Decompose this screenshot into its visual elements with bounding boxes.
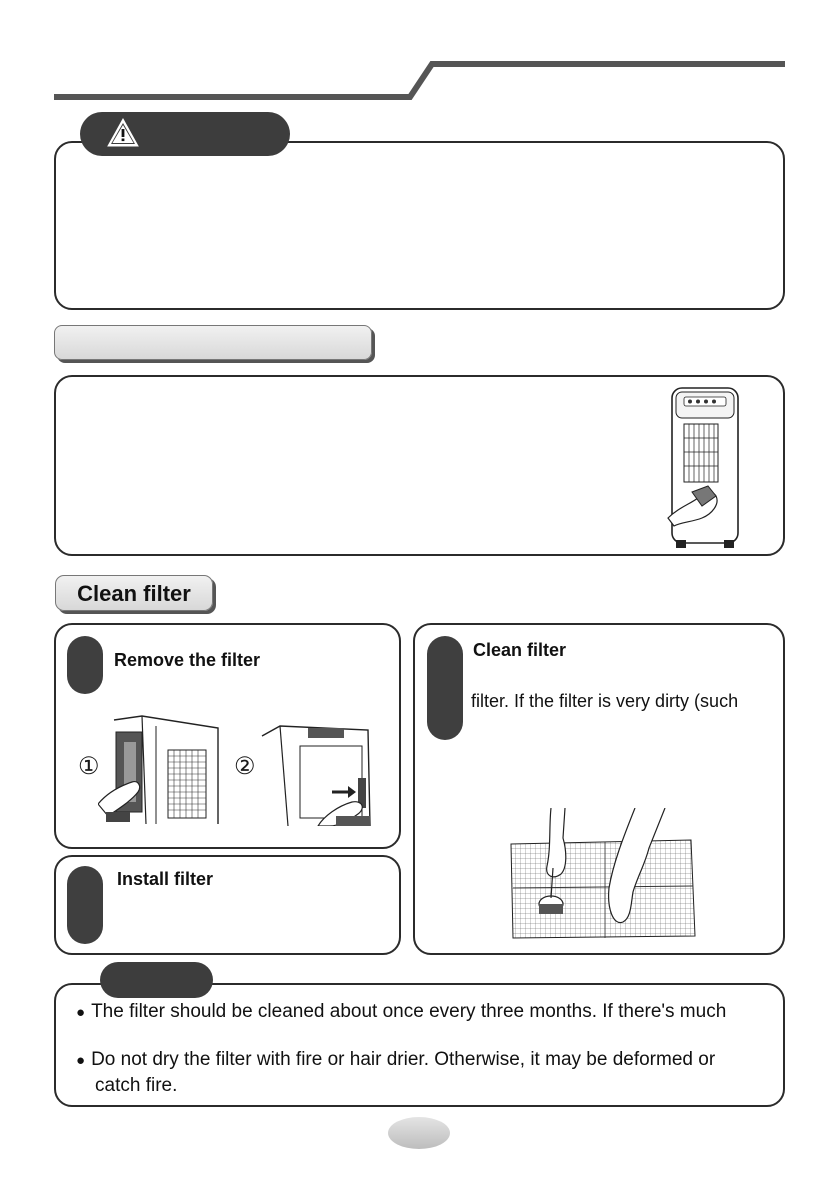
section-heading-blank bbox=[54, 325, 372, 360]
bullet-icon: ● bbox=[76, 1052, 86, 1069]
header-rule bbox=[0, 0, 840, 110]
note-bullet-2 bbox=[76, 1048, 715, 1073]
page-number-oval bbox=[388, 1117, 450, 1149]
note-bullet-2-text: Do not dry the filter with fire or hair drier. Otherwise, it may be deformed or bbox=[91, 1049, 716, 1070]
remove-filter-illustration-1 bbox=[98, 712, 223, 826]
step-tab-clean bbox=[427, 636, 463, 740]
note-tab bbox=[100, 962, 213, 998]
install-filter-title: Install filter bbox=[117, 869, 214, 889]
install-filter-box bbox=[54, 855, 401, 955]
filter-cleaning-illustration bbox=[505, 808, 705, 940]
note-bullet-2-cont: catch fire. bbox=[95, 1075, 178, 1096]
clean-filter-text: filter. If the filter is very dirty (such bbox=[471, 691, 739, 711]
clean-filter-heading-text: Clean filter bbox=[77, 581, 191, 606]
remove-filter-illustration-2 bbox=[258, 722, 378, 826]
bullet-icon: ● bbox=[76, 1004, 86, 1021]
remove-filter-title: Remove the filter bbox=[114, 650, 261, 670]
air-conditioner-illustration bbox=[660, 380, 750, 550]
step-tab-remove bbox=[67, 636, 103, 694]
note-bullet-1 bbox=[76, 1000, 726, 1025]
clean-filter-title: Clean filter bbox=[473, 640, 567, 660]
note-bullet-1-text: The filter should be cleaned about once every three months. If there's much bbox=[91, 1001, 727, 1022]
step-marker-1: ① bbox=[78, 752, 100, 780]
warning-box bbox=[54, 141, 785, 310]
step-tab-install bbox=[67, 866, 103, 944]
warning-triangle-icon bbox=[106, 117, 140, 149]
step-marker-2: ② bbox=[234, 752, 256, 780]
